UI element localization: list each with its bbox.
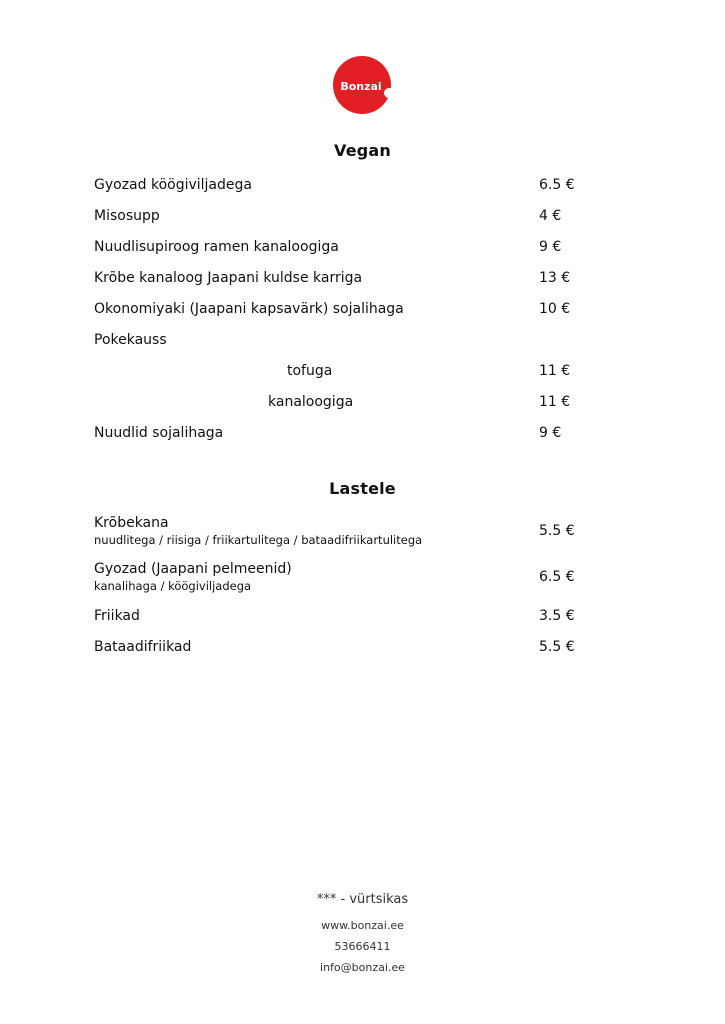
item-name: Nuudlisupiroog ramen kanaloogiga bbox=[94, 239, 339, 255]
item-price: 5.5 € bbox=[539, 523, 575, 539]
item-name: Krõbekana bbox=[94, 515, 169, 531]
item-price: 9 € bbox=[539, 239, 562, 255]
logo-text: Bonzai bbox=[340, 80, 382, 93]
menu-item bbox=[94, 561, 575, 595]
variant-name: tofuga bbox=[287, 363, 333, 379]
menu-item bbox=[94, 515, 575, 549]
menu-item bbox=[94, 301, 572, 321]
menu-item-variant bbox=[94, 363, 572, 383]
logo-circle bbox=[332, 55, 392, 115]
bonzai-logo bbox=[332, 55, 392, 115]
spicy-legend: *** - vürtsikas bbox=[316, 892, 409, 907]
item-name: Friikad bbox=[94, 608, 140, 624]
item-name: Nuudlid sojalihaga bbox=[94, 425, 224, 441]
item-price: 11 € bbox=[539, 394, 571, 410]
website-link[interactable]: www.bonzai.ee bbox=[321, 919, 404, 932]
menu-item bbox=[94, 239, 572, 259]
item-name: Gyozad köögiviljadega bbox=[94, 177, 252, 193]
item-price: 10 € bbox=[539, 301, 571, 317]
item-name: Gyozad (Jaapani pelmeenid) bbox=[94, 561, 292, 577]
menu-item bbox=[94, 270, 572, 290]
phone-number: 53666411 bbox=[334, 940, 391, 953]
menu-item-group bbox=[94, 332, 572, 352]
item-price: 11 € bbox=[539, 363, 571, 379]
menu-item bbox=[94, 425, 572, 445]
item-name: Pokekauss bbox=[94, 332, 167, 348]
menu-item bbox=[94, 608, 575, 628]
item-description: kanalihaga / köögiviljadega bbox=[94, 579, 252, 593]
section-title-lastele: Lastele bbox=[329, 479, 396, 498]
item-price: 5.5 € bbox=[539, 639, 575, 655]
menu-item-variant bbox=[94, 394, 572, 414]
item-name: Misosupp bbox=[94, 208, 160, 224]
item-price: 6.5 € bbox=[539, 569, 575, 585]
item-price: 13 € bbox=[539, 270, 571, 286]
menu-item bbox=[94, 208, 572, 228]
variant-name: kanaloogiga bbox=[268, 394, 354, 410]
item-price: 6.5 € bbox=[539, 177, 575, 193]
email-link[interactable]: info@bonzai.ee bbox=[320, 961, 405, 974]
menu-item bbox=[94, 177, 575, 197]
item-name: Okonomiyaki (Jaapani kapsavärk) sojalihaga bbox=[94, 301, 404, 317]
section-title-vegan: Vegan bbox=[334, 141, 391, 160]
item-name: Bataadifriikad bbox=[94, 639, 192, 655]
item-name: Krõbe kanaloog Jaapani kuldse karriga bbox=[94, 270, 363, 286]
item-description: nuudlitega / riisiga / friikartulitega / bataadifriikartulitega bbox=[94, 533, 423, 547]
menu-item bbox=[94, 639, 575, 659]
item-price: 4 € bbox=[539, 208, 562, 224]
item-price: 9 € bbox=[539, 425, 562, 441]
item-price: 3.5 € bbox=[539, 608, 575, 624]
